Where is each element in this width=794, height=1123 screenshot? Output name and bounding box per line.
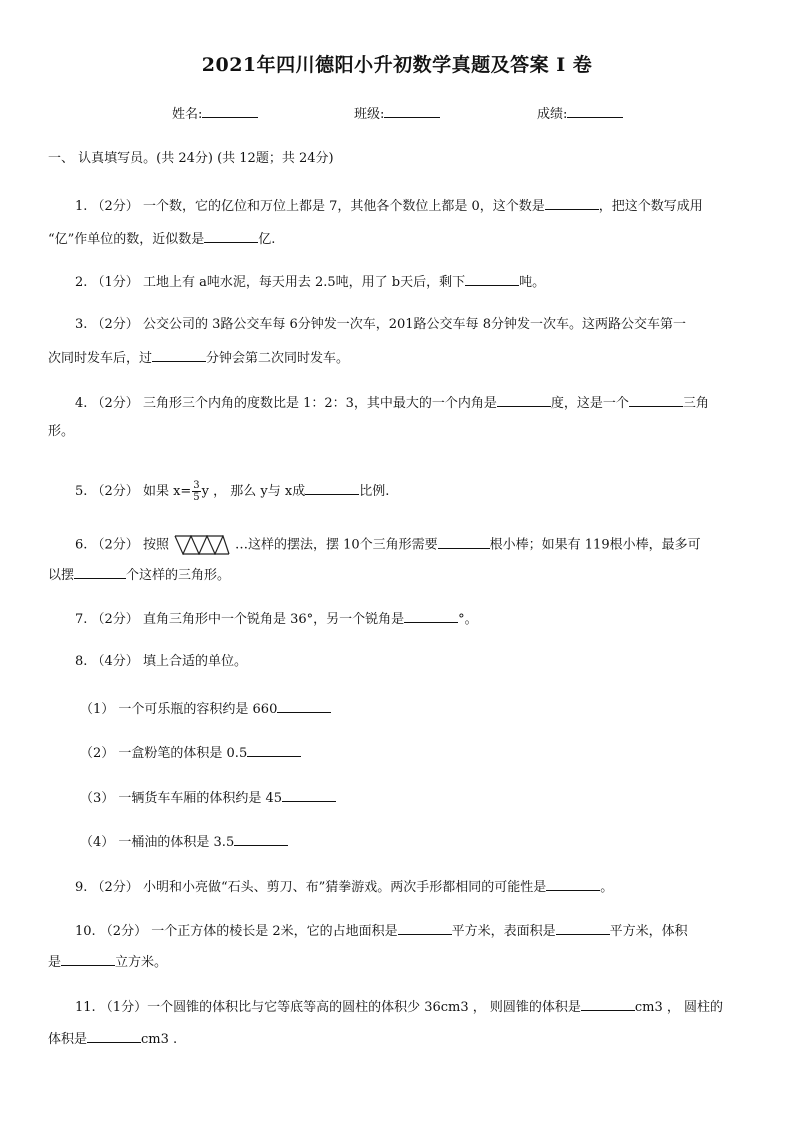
q6-text-mid-2: 根小棒；如果有 119根小棒，最多可 (489, 537, 701, 553)
q2-suffix: 吨。 (519, 275, 546, 290)
q10-text-mid-2: 平方米，体积 (609, 924, 688, 939)
q2-text: 2. （1分） 工地上有 a吨水泥，每天用去 2.5吨，用了 b天后，剩下 (75, 275, 466, 290)
q11-blank-1[interactable] (581, 998, 635, 1011)
q4-blank-2[interactable] (629, 394, 683, 407)
q8-sub-1-blank[interactable] (277, 700, 331, 713)
q1-blank-2[interactable] (204, 230, 258, 243)
q10-blank-2[interactable] (556, 922, 610, 935)
question-1-line-1 (75, 197, 703, 213)
q6-blank-2[interactable] (74, 566, 126, 579)
score-label: 成绩: (537, 107, 568, 122)
q1-text: 1. （2分） 一个数，它的亿位和万位上都是 7，其他各个数位上都是 0，这个数是 (75, 199, 545, 214)
question-10-line-2 (48, 953, 167, 969)
q3-text-2: 次同时发车后，过 (48, 351, 153, 366)
q4-text-mid: 度，这是一个 (550, 396, 629, 411)
q2-blank[interactable] (465, 273, 519, 286)
fraction-numerator: 3 (193, 480, 200, 491)
q8-sub-4 (80, 833, 288, 849)
q10-text-2: 是 (48, 955, 62, 970)
q9-blank[interactable] (546, 878, 600, 891)
fraction-three-fifths (192, 480, 200, 503)
q9-suffix: 。 (600, 880, 614, 895)
question-3-line-2 (48, 349, 349, 365)
question-5 (75, 480, 389, 503)
q10-blank-3[interactable] (61, 953, 115, 966)
q9-text: 9. （2分） 小明和小亮做“石头、剪刀、布”猜拳游戏。两次手形都相同的可能性是 (75, 880, 547, 895)
question-8: 8. （4分） 填上合适的单位。 (75, 654, 247, 669)
q1-text-mid: ，把这个数写成用 (598, 199, 703, 214)
name-blank[interactable] (202, 105, 258, 118)
q7-suffix: °。 (458, 612, 478, 627)
q3-text-3: 分钟会第二次同时发车。 (206, 351, 350, 366)
score-field (537, 103, 623, 122)
q10-text: 10. （2分） 一个正方体的棱长是 2米，它的占地面积是 (75, 924, 398, 939)
q6-text: 6. （2分） 按照 (75, 537, 169, 553)
q6-text-mid: …这样的摆法，摆 10个三角形需要 (234, 537, 438, 553)
section-heading: 一、 认真填写员。(共 24分) (共 12题；共 24分) (48, 151, 334, 166)
q6-text-3: 个这样的三角形。 (126, 568, 231, 583)
q4-blank-1[interactable] (497, 394, 551, 407)
question-2 (75, 273, 545, 289)
q8-sub-3-blank[interactable] (282, 789, 336, 802)
q8-sub-2-text: （2） 一盒粉笔的体积是 0.5 (80, 746, 248, 761)
question-7 (75, 610, 478, 626)
q10-text-mid: 平方米，表面积是 (451, 924, 556, 939)
q1-text-2: “亿”作单位的数，近似数是 (48, 232, 205, 247)
q11-text: 11. （1分）一个圆锥的体积比与它等底等高的圆柱的体积少 36cm3 ， 则圆锥的体积是 (75, 1000, 581, 1015)
q5-blank[interactable] (305, 482, 359, 495)
q11-text-mid: cm3 ， 圆柱的 (634, 1000, 724, 1015)
q6-blank-1[interactable] (438, 536, 490, 549)
q6-text-2: 以摆 (48, 568, 75, 583)
question-1-line-2 (48, 230, 275, 246)
name-label: 姓名: (172, 107, 203, 122)
question-11-line-1 (75, 998, 723, 1014)
question-6-line-2 (48, 566, 230, 582)
q5-text: 5. （2分） 如果 x= (75, 484, 192, 499)
q1-text-3: 亿. (258, 232, 276, 247)
q8-sub-4-blank[interactable] (234, 833, 288, 846)
q8-sub-4-text: （4） 一桶油的体积是 3.5 (80, 835, 235, 850)
q5-text-mid: y ， 那么 y与 x成 (201, 484, 306, 499)
q4-suffix: 三角 (682, 396, 709, 411)
q11-text-2: 体积是 (48, 1032, 88, 1047)
triangle-sticks-figure (173, 535, 231, 555)
class-field (354, 103, 440, 122)
q5-suffix: 比例. (359, 484, 390, 499)
question-11-line-2 (48, 1030, 177, 1046)
class-label: 班级: (354, 107, 385, 122)
question-3-line-1: 3. （2分） 公交公司的 3路公交车每 6分钟发一次车，201路公交车每 8分钟发一次车。这两路公交车第一 (75, 317, 686, 332)
fraction-denominator: 5 (193, 492, 200, 503)
q10-blank-1[interactable] (398, 922, 452, 935)
q8-sub-2 (80, 744, 301, 760)
q8-sub-2-blank[interactable] (247, 744, 301, 757)
q8-sub-1-text: （1） 一个可乐瓶的容积约是 660 (80, 702, 278, 717)
question-10-line-1 (75, 922, 688, 938)
q11-text-3: cm3 . (141, 1032, 178, 1047)
q4-text: 4. （2分） 三角形三个内角的度数比是 1：2：3，其中最大的一个内角是 (75, 396, 497, 411)
question-9 (75, 878, 613, 894)
class-blank[interactable] (384, 105, 440, 118)
q1-blank-1[interactable] (545, 197, 599, 210)
page-title: 2021年四川德阳小升初数学真题及答案 I 卷 (201, 54, 593, 76)
q7-blank[interactable] (404, 610, 458, 623)
question-4-line-1 (75, 394, 709, 410)
question-6-line-1 (75, 535, 701, 555)
question-4-line-2: 形。 (48, 424, 75, 439)
score-blank[interactable] (567, 105, 623, 118)
q8-sub-3 (80, 789, 336, 805)
name-field (172, 103, 258, 122)
q3-blank[interactable] (152, 349, 206, 362)
q8-sub-3-text: （3） 一辆货车车厢的体积约是 45 (80, 791, 283, 806)
q7-text: 7. （2分） 直角三角形中一个锐角是 36°，另一个锐角是 (75, 612, 405, 627)
q10-text-3: 立方米。 (115, 955, 168, 970)
q8-sub-1 (80, 700, 331, 716)
q11-blank-2[interactable] (87, 1030, 141, 1043)
